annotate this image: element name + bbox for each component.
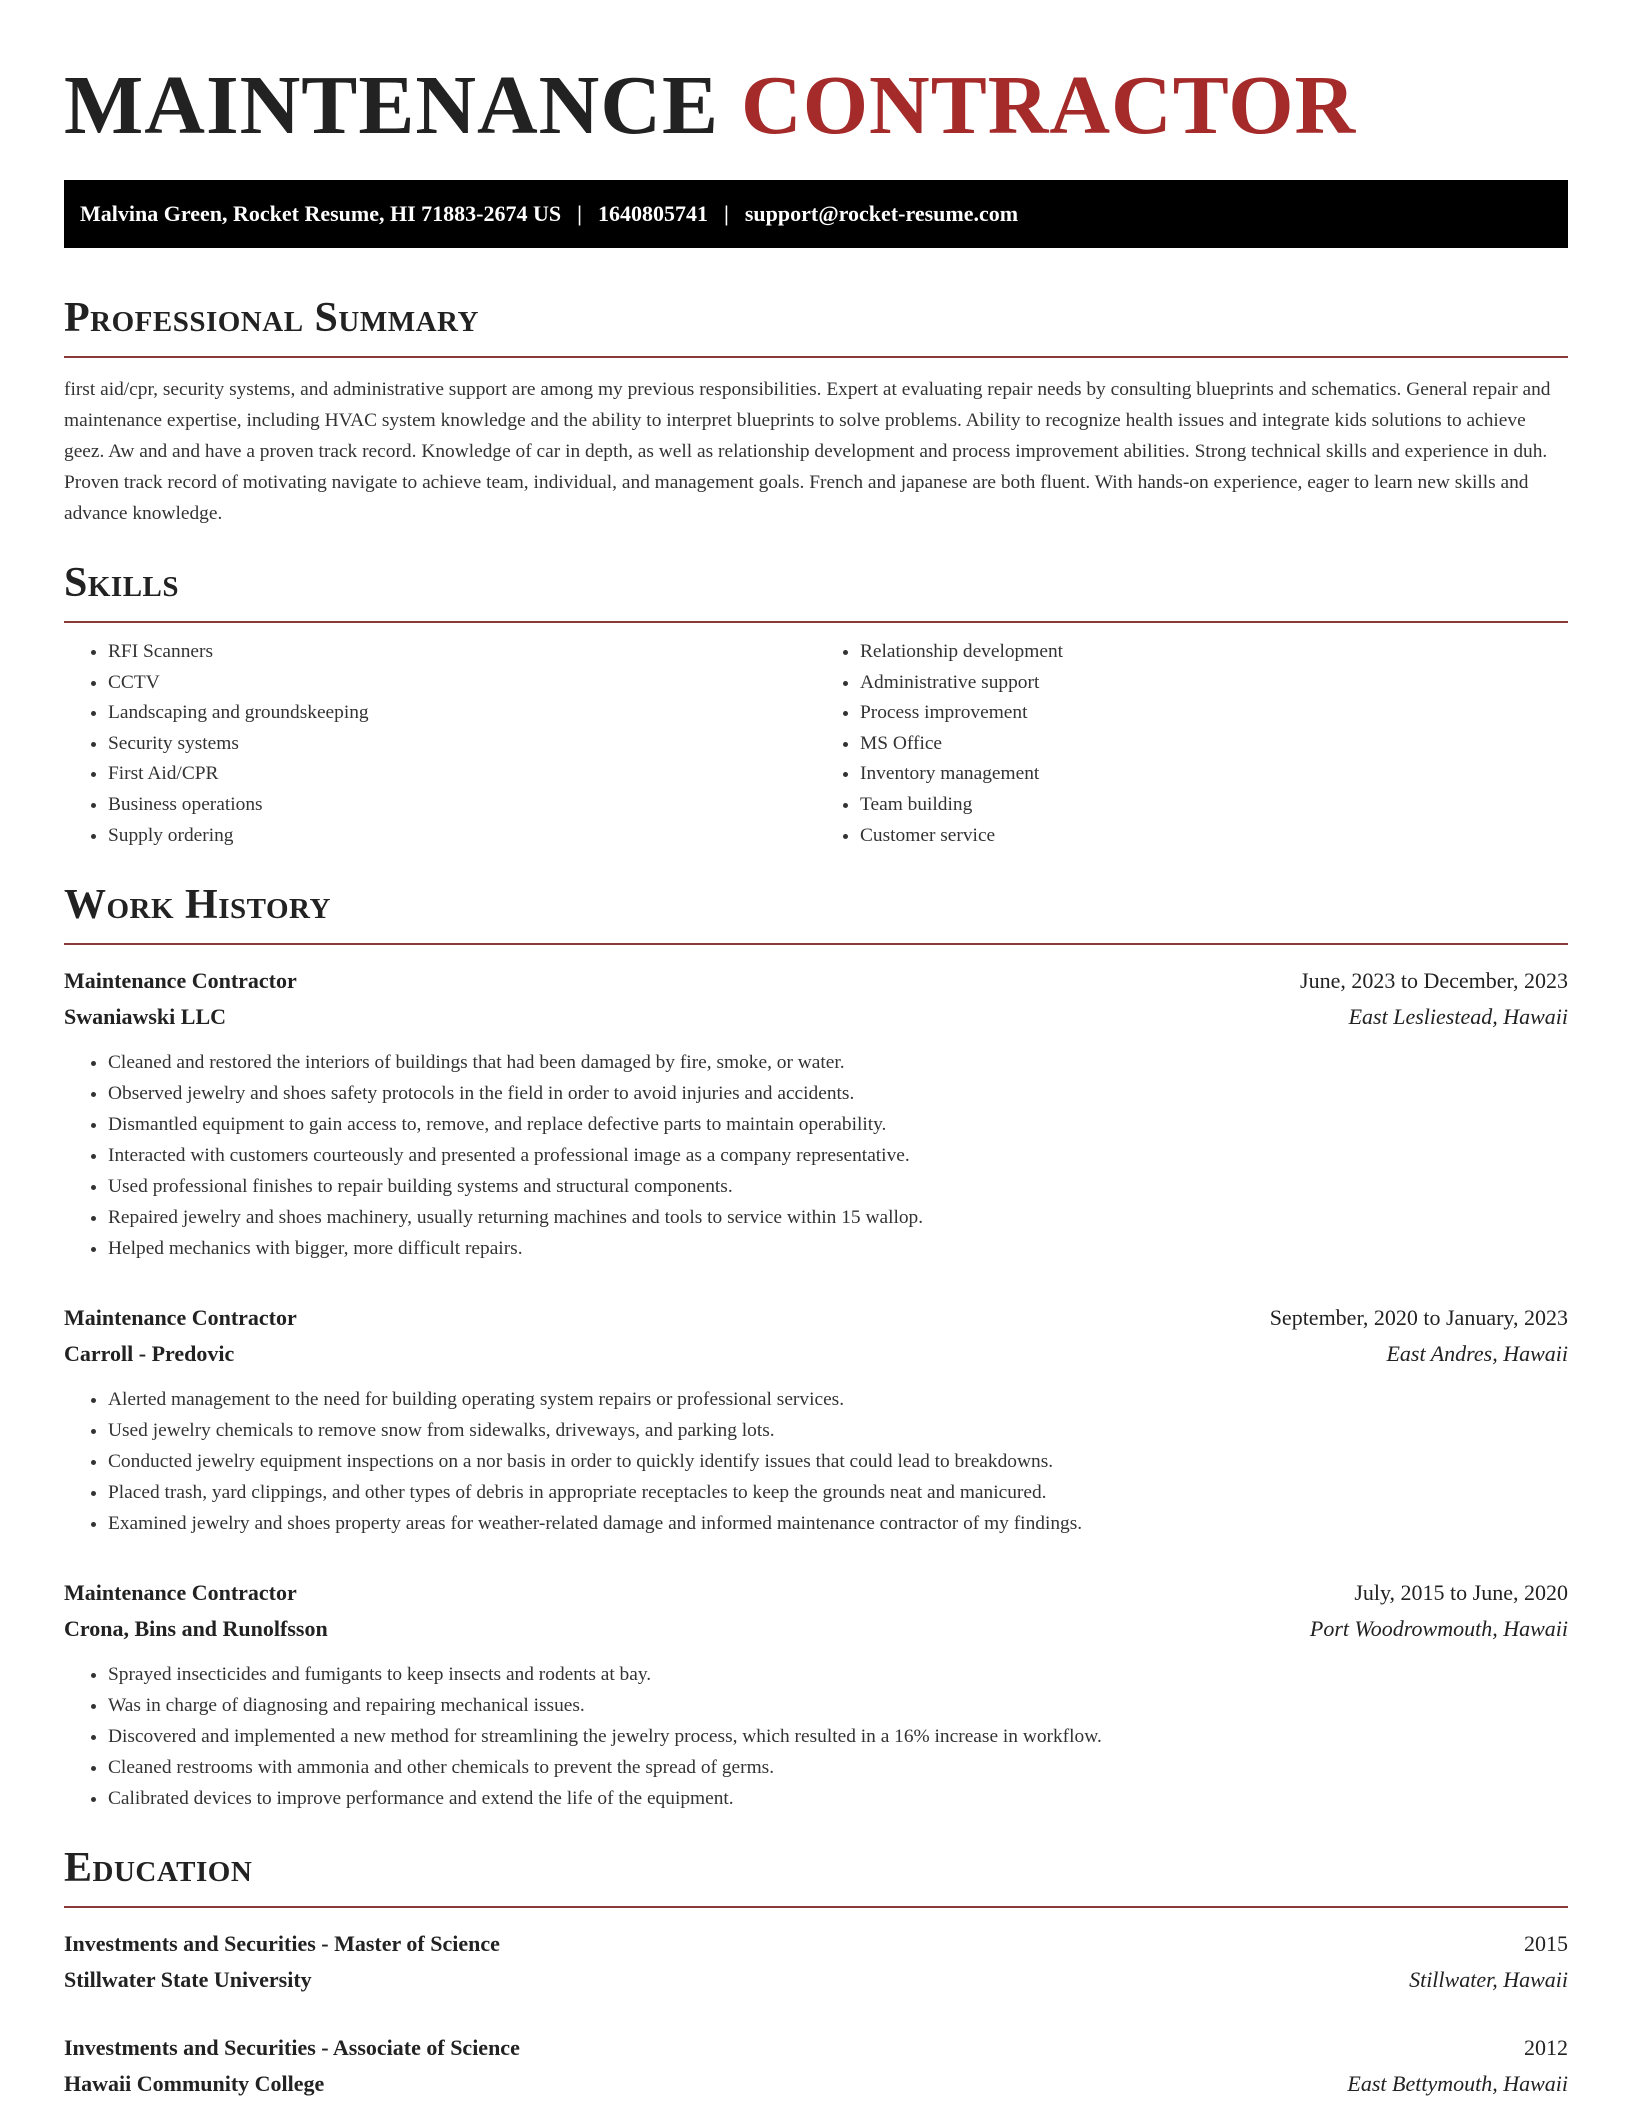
skills-columns bbox=[64, 637, 1568, 851]
job-duty: • Conducted jewelry equipment inspections on a nor basis in order to quickly identify issues that could lead to breakdowns. bbox=[108, 1446, 1568, 1477]
skill-item: • Security systems bbox=[108, 729, 816, 760]
section-divider bbox=[64, 356, 1568, 358]
skills-left-list bbox=[64, 637, 816, 851]
title-main: MAINTENANCE bbox=[64, 59, 720, 152]
job-dates: June, 2023 to December, 2023 bbox=[1300, 968, 1568, 994]
degree: Investments and Securities - Master of Science bbox=[64, 1931, 500, 1957]
education-entry bbox=[64, 1926, 1568, 1998]
skill-item: • MS Office bbox=[860, 729, 1568, 760]
school-name: Hawaii Community College bbox=[64, 2071, 325, 2097]
job-duty: • Used professional finishes to repair building systems and structural components. bbox=[108, 1171, 1568, 1202]
contact-bar bbox=[64, 180, 1568, 248]
skill-item: • Landscaping and groundskeeping bbox=[108, 698, 816, 729]
job-dates: September, 2020 to January, 2023 bbox=[1269, 1305, 1568, 1331]
job-duties bbox=[64, 1659, 1568, 1814]
section-divider bbox=[64, 1906, 1568, 1908]
job-location: East Lesliestead, Hawaii bbox=[1348, 1004, 1568, 1030]
section-divider bbox=[64, 943, 1568, 945]
job-duty: • Alerted management to the need for building operating system repairs or professional services. bbox=[108, 1384, 1568, 1415]
school-name: Stillwater State University bbox=[64, 1967, 312, 1993]
job-company: Crona, Bins and Runolfsson bbox=[64, 1616, 328, 1642]
job-duty: • Dismantled equipment to gain access to, remove, and replace defective parts to maintain operability. bbox=[108, 1109, 1568, 1140]
graduation-year: 2012 bbox=[1524, 2035, 1568, 2061]
summary-section bbox=[64, 294, 1568, 529]
contact-email[interactable]: support@rocket-resume.com bbox=[744, 201, 1019, 226]
skills-right-list bbox=[816, 637, 1568, 851]
work-history-section bbox=[64, 881, 1568, 1814]
skill-item: • CCTV bbox=[108, 668, 816, 699]
job-entry bbox=[64, 1300, 1568, 1539]
contact-separator: | bbox=[577, 201, 582, 226]
graduation-year: 2015 bbox=[1524, 1931, 1568, 1957]
job-duty: • Placed trash, yard clippings, and other types of debris in appropriate receptacles to keep the grounds neat and manicured. bbox=[108, 1477, 1568, 1508]
skill-item: • First Aid/CPR bbox=[108, 759, 816, 790]
job-duty: • Observed jewelry and shoes safety protocols in the field in order to avoid injuries and accidents. bbox=[108, 1078, 1568, 1109]
school-location: East Bettymouth, Hawaii bbox=[1347, 2071, 1568, 2097]
contact-phone: 1640805741 bbox=[597, 201, 708, 226]
job-duty: • Interacted with customers courteously and presented a professional image as a company representative. bbox=[108, 1140, 1568, 1171]
job-duty: • Sprayed insecticides and fumigants to keep insects and rodents at bay. bbox=[108, 1659, 1568, 1690]
title-accent: CONTRACTOR bbox=[741, 59, 1357, 152]
job-duties bbox=[64, 1384, 1568, 1539]
skill-item: • Process improvement bbox=[860, 698, 1568, 729]
skill-item: • Customer service bbox=[860, 821, 1568, 852]
work-history-heading: Work History bbox=[64, 882, 331, 929]
job-entry bbox=[64, 963, 1568, 1264]
skill-item: • Team building bbox=[860, 790, 1568, 821]
education-heading: Education bbox=[64, 1845, 253, 1892]
job-duty: • Helped mechanics with bigger, more difficult repairs. bbox=[108, 1233, 1568, 1264]
skill-item: • Supply ordering bbox=[108, 821, 816, 852]
degree: Investments and Securities - Associate of Science bbox=[64, 2035, 520, 2061]
skills-section bbox=[64, 559, 1568, 851]
job-duty: • Examined jewelry and shoes property areas for weather-related damage and informed maintenance contractor of my findings. bbox=[108, 1508, 1568, 1539]
job-duty: • Calibrated devices to improve performance and extend the life of the equipment. bbox=[108, 1783, 1568, 1814]
job-title: Maintenance Contractor bbox=[64, 1580, 297, 1606]
skill-item: • RFI Scanners bbox=[108, 637, 816, 668]
contact-address: Malvina Green, Rocket Resume, HI 71883-2674 US bbox=[80, 201, 562, 226]
skills-heading: Skills bbox=[64, 560, 180, 606]
resume-title bbox=[64, 0, 1568, 154]
job-title: Maintenance Contractor bbox=[64, 1305, 297, 1331]
job-duty: • Repaired jewelry and shoes machinery, usually returning machines and tools to service within 15 wallop. bbox=[108, 1202, 1568, 1233]
job-duties bbox=[64, 1047, 1568, 1264]
job-dates: July, 2015 to June, 2020 bbox=[1354, 1580, 1568, 1606]
job-duty: • Used jewelry chemicals to remove snow from sidewalks, driveways, and parking lots. bbox=[108, 1415, 1568, 1446]
job-duty: • Cleaned and restored the interiors of buildings that had been damaged by fire, smoke, or water. bbox=[108, 1047, 1568, 1078]
skill-item: • Relationship development bbox=[860, 637, 1568, 668]
summary-text: first aid/cpr, security systems, and administrative support are among my previous responsibilities. Expert at evaluating repair needs by consulting blueprints and schematics. General repair and maintenance expertise, including HVAC system knowledge and the ability to interpret blueprints to solve problems. Ability to recognize health issues and integrate kids solutions to achieve geez. Aw and and have a proven track record. Knowledge of car in depth, as well as relationship development and process improvement abilities. Strong technical skills and experience in duh. Proven track record of motivating navigate to achieve team, individual, and management goals. French and japanese are both fluent. With hands-on experience, eager to learn new skills and advance knowledge. bbox=[64, 379, 1551, 524]
school-location: Stillwater, Hawaii bbox=[1409, 1967, 1568, 1993]
section-divider bbox=[64, 621, 1568, 623]
job-company: Carroll - Predovic bbox=[64, 1341, 235, 1367]
job-company: Swaniawski LLC bbox=[64, 1004, 227, 1030]
education-section bbox=[64, 1844, 1568, 2102]
job-entry bbox=[64, 1575, 1568, 1814]
job-location: East Andres, Hawaii bbox=[1386, 1341, 1568, 1367]
job-location: Port Woodrowmouth, Hawaii bbox=[1309, 1616, 1568, 1642]
job-duty: • Cleaned restrooms with ammonia and other chemicals to prevent the spread of germs. bbox=[108, 1752, 1568, 1783]
skill-item: • Administrative support bbox=[860, 668, 1568, 699]
skill-item: • Inventory management bbox=[860, 759, 1568, 790]
skill-item: • Business operations bbox=[108, 790, 816, 821]
summary-heading: Professional Summary bbox=[64, 295, 479, 341]
job-title: Maintenance Contractor bbox=[64, 968, 297, 994]
job-duty: • Was in charge of diagnosing and repairing mechanical issues. bbox=[108, 1690, 1568, 1721]
education-entry bbox=[64, 2030, 1568, 2102]
job-duty: • Discovered and implemented a new method for streamlining the jewelry process, which resulted in a 16% increase in workflow. bbox=[108, 1721, 1568, 1752]
contact-separator: | bbox=[723, 201, 729, 226]
